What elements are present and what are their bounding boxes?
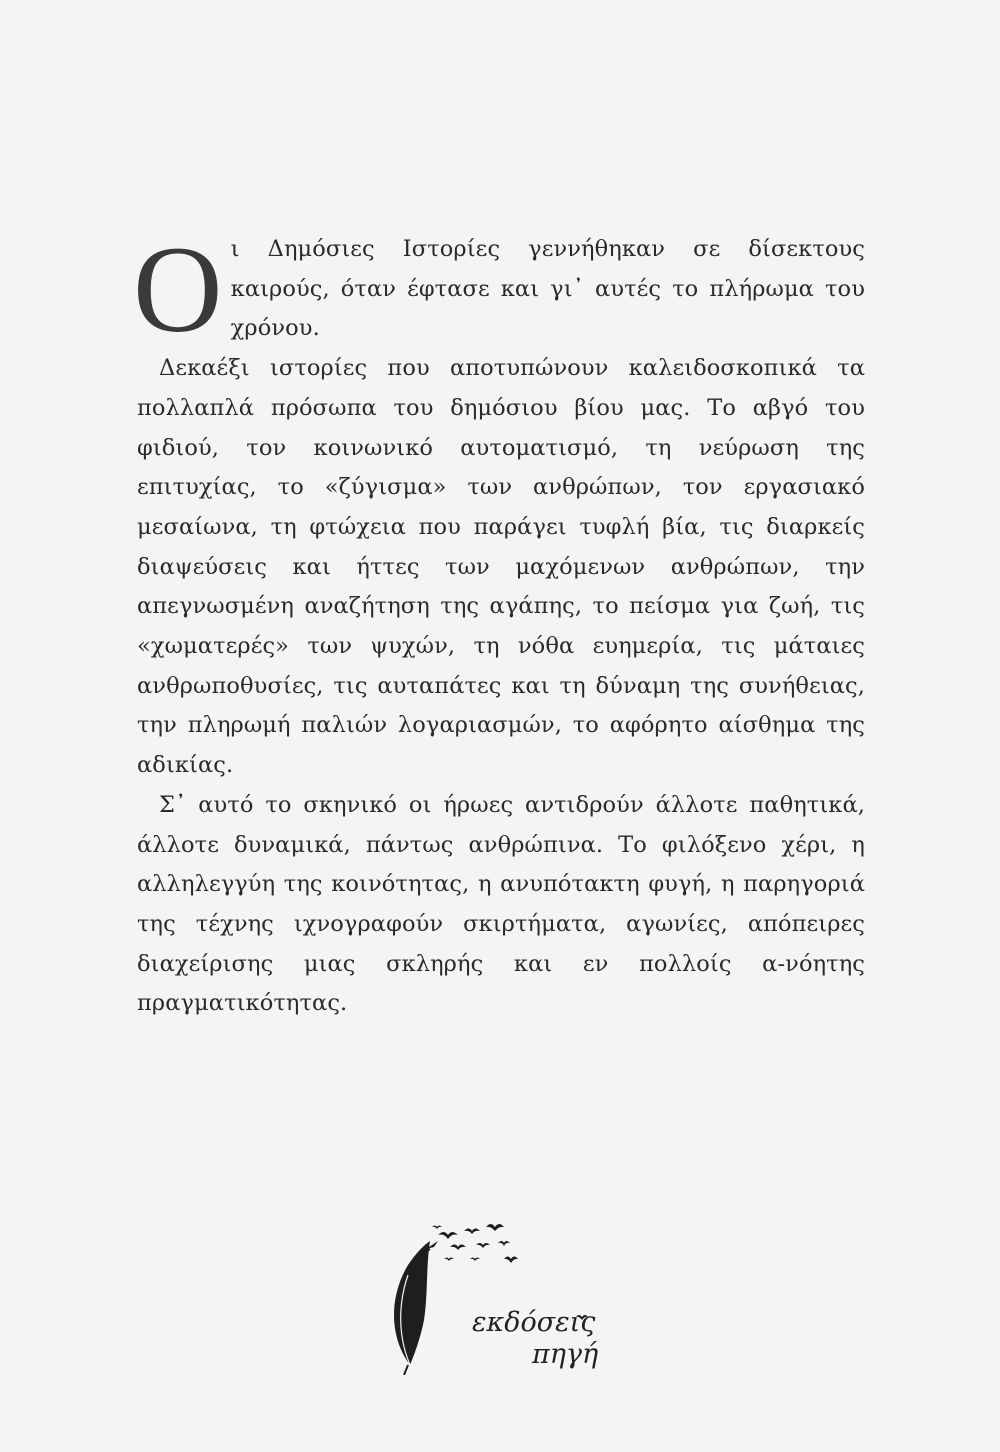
feather-birds-icon bbox=[380, 1215, 660, 1375]
back-cover-blurb bbox=[133, 221, 865, 1024]
blurb-paragraph-3: Σ᾽ αυτό το σκηνικό οι ήρωες αντιδρούν άλλοτε παθητικά, άλλοτε δυναμικά, πάντως ανθρώπινα. Το φιλόξενο χέρι, η αλληλεγγύη της κοινότητας, η ανυπότακτη φυγή, η παρηγοριά της τέχνης ιχνογραφούν σκιρτήματα, αγωνίες, απόπειρες διαχείρισης μιας σκληρής και εν πολλοίς α-νόητης πραγματικότητας. bbox=[137, 791, 865, 1017]
drop-cap: Ο bbox=[133, 221, 223, 358]
publisher-name-line2: πηγή bbox=[532, 1339, 599, 1370]
publisher-logo bbox=[380, 1215, 660, 1375]
publisher-name-line1: εκδόσεις bbox=[472, 1307, 596, 1338]
blurb-paragraph-2: Δεκαέξι ιστορίες που αποτυπώνουν καλειδοσκοπικά τα πολλαπλά πρόσωπα του δημόσιου βίου μας. Το αβγό του φιδιού, τον κοινωνικό αυτοματισμό, τη νεύρωση της επιτυχίας, το «ζύγισμα» των ανθρώπων, τον εργασιακό μεσαίωνα, τη φτώχεια που παράγει τυφλή βία, τις διαρκείς διαψεύσεις και ήττες των μαχόμενων ανθρώπων, την απεγνωσμένη αναζήτηση της αγάπης, το πείσμα για ζωή, τις «χωματερές» των ψυχών, τη νόθα ευημερία, τις μάταιες ανθρωποθυσίες, τις αυταπάτες και τη δύναμη της συνήθειας, την πληρωμή παλιών λογαριασμών, το αφόρητο αίσθημα της αδικίας. bbox=[137, 355, 865, 779]
blurb-paragraph-1-text: ι Δημόσιες Ιστορίες γεννήθηκαν σε δίσεκτους καιρούς, όταν έφτασε και γι᾽ αυτές το πλήρωμα του χρόνου. bbox=[230, 236, 865, 342]
blurb-paragraph-1 bbox=[133, 221, 865, 358]
